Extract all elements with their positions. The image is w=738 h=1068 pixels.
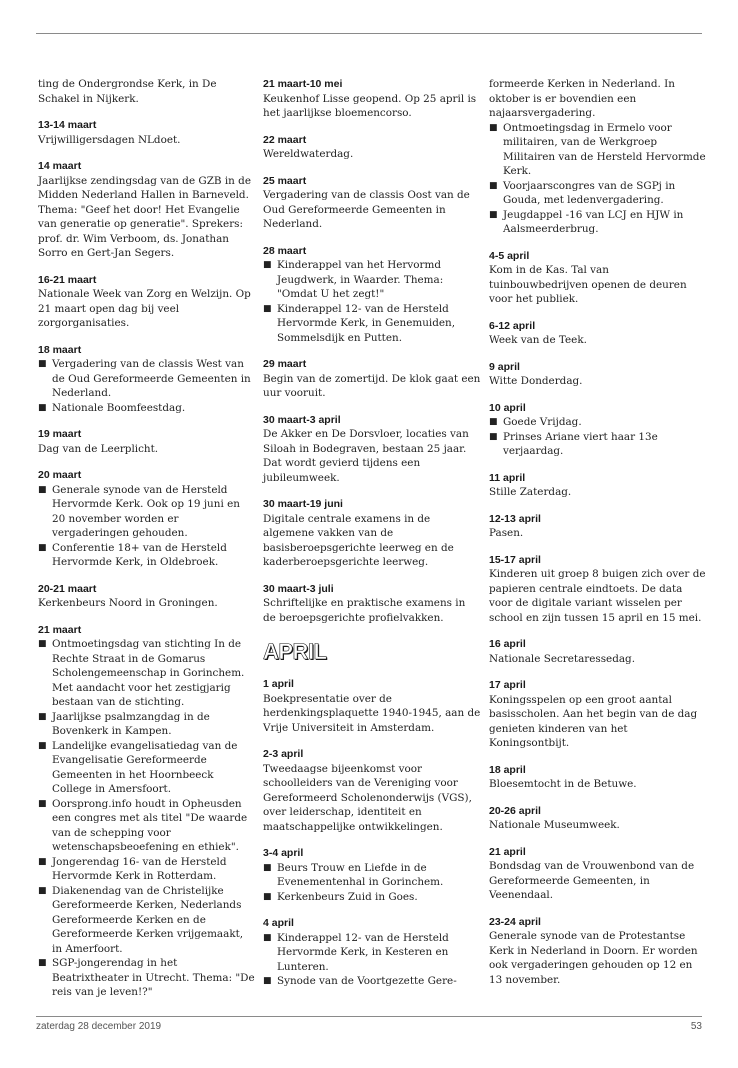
agenda-entry — [38, 582, 256, 611]
entry-date: 10 april — [489, 401, 526, 414]
agenda-entry — [489, 678, 707, 751]
entry-bullet: ■ Jongerendag 16- van de Hersteld Hervormde Kerk in Rotterdam. — [38, 855, 256, 884]
agenda-entry — [263, 413, 481, 486]
entry-text: Kom in de Kas. Tal van tuinbouwbedrijven openen de deuren voor het publiek. — [489, 264, 687, 305]
entry-text: Week van de Teek. — [489, 334, 587, 346]
entry-bullet: ■ Generale synode van de Hersteld Hervormde Kerk. Ook op 19 juni en 20 november worden er vergaderingen gehouden. — [38, 483, 256, 541]
entry-date: 14 maart — [38, 160, 82, 172]
entry-date: 6-12 april — [489, 319, 536, 332]
entry-bullet: ■ Prinses Ariane viert haar 13e verjaardag. — [489, 430, 707, 459]
page-number: 53 — [690, 1021, 702, 1032]
entry-date: 22 maart — [263, 133, 307, 146]
entry-date: 28 maart — [263, 244, 307, 257]
continued-text: ting de Ondergrondse Kerk, in De Schakel in Nijkerk. — [38, 78, 217, 105]
entry-text: Bondsdag van de Vrouwenbond van de Gereformeerde Gemeenten, in Veenendaal. — [489, 860, 695, 901]
footer-rule — [36, 1016, 702, 1017]
entry-text: Jaarlijkse zendingsdag van de GZB in de Midden Nederland Hallen in Barneveld. Thema: "Geef het door! Het Evangelie van generatie op generatie". Sprekers: prof. dr. Wim Verboom, ds. Jonathan Sorro en Gert-Jan Segers. — [38, 174, 251, 259]
entry-bullet: ■ Landelijke evangelisatiedag van de Evangelisatie Gereformeerde Gemeenten in het Hoornbeeck College in Amersfoort. — [38, 739, 256, 797]
entry-bullet: ■ Diakenendag van de Christelijke Gereformeerde Kerken, Nederlands Gereformeerde Kerken en de Gereformeerde Kerken vrijgemaakt, in Amerfoort. — [38, 884, 256, 957]
entry-text: Vergadering van de classis Oost van de Oud Gereformeerde Gemeenten in Nederland. — [263, 189, 470, 230]
agenda-entry — [38, 468, 256, 570]
agenda-entry — [489, 319, 707, 348]
agenda-entry — [489, 763, 707, 792]
entries-col2 — [263, 77, 481, 625]
entry-date: 30 maart-3 april — [263, 413, 341, 426]
column-3 — [489, 77, 707, 999]
entry-bullet: ■ SGP-jongerendag in het Beatrixtheater in Utrecht. Thema: "De reis van je leven!?" — [38, 956, 256, 1000]
entry-bullet: ■ Oorsprong.info houdt in Opheusden een congres met als titel "De waarde van de schepping voor wetenschapsbeoefening en ethiek". — [38, 797, 256, 855]
entry-bullet: ■ Kinderappel 12- van de Hersteld Hervormde Kerk, in Kesteren en Lunteren. — [263, 931, 481, 975]
agenda-entry — [489, 845, 707, 903]
entry-date: 1 april — [263, 678, 294, 690]
continued-bullet: ■ Voorjaarscongres van de SGPj in Gouda, met ledenvergadering. — [489, 179, 707, 208]
agenda-entry — [489, 512, 707, 541]
agenda-entry — [38, 118, 256, 147]
entry-text: Koningsspelen op een groot aantal basisscholen. Aan het begin van de dag genieten kinderen van het Koningsontbijt. — [489, 693, 698, 749]
agenda-entry — [38, 159, 256, 261]
entry-text: Pasen. — [489, 527, 524, 539]
entries-col3 — [489, 249, 707, 988]
agenda-entry — [263, 582, 481, 626]
entry-bullet: ■ Goede Vrijdag. — [489, 415, 707, 430]
continued-bullet: ■ Ontmoetingsdag in Ermelo voor militairen, van de Werkgroep Militairen van de Hersteld Hervormde Kerk. — [489, 121, 707, 179]
entry-date: 18 april — [489, 763, 526, 776]
agenda-entry — [489, 401, 707, 459]
entry-date: 16 april — [489, 638, 526, 650]
entry-text: Keukenhof Lisse geopend. Op 25 april is het jaarlijkse bloemencorso. — [263, 92, 477, 119]
entry-date: 30 maart-19 juni — [263, 498, 343, 510]
entry-bullet: ■ Ontmoetingsdag van stichting In de Rechte Straat in de Gomarus Scholengemeenschap in Gorinchem. Met aandacht voor het zestigjarig bestaan van de stichting. — [38, 637, 256, 710]
entry-text: De Akker en De Dorsvloer, locaties van Siloah in Bodegraven, bestaan 25 jaar. Dat wordt gevierd tijdens een jubileumweek. — [263, 428, 469, 484]
entry-text: Boekpresentatie over de herdenkingsplaquette 1940-1945, aan de Vrije Universiteit in Amsterdam. — [263, 692, 481, 734]
entry-bullet: ■ Synode van de Voortgezette Gere- — [263, 974, 481, 989]
agenda-entry — [489, 553, 707, 626]
entry-text: Nationale Museumweek. — [489, 819, 620, 831]
entry-text: Witte Donderdag. — [489, 375, 583, 387]
entry-date: 19 maart — [38, 428, 82, 440]
entry-text: Kerkenbeurs Noord in Groningen. — [38, 597, 218, 609]
entry-bullet: ■ Kinderappel van het Hervormd Jeugdwerk, in Waarder. Thema: "Omdat U het zegt!" — [263, 258, 481, 302]
entry-text: Digitale centrale examens in de algemene vakken van de basisberoepsgerichte leerweg en de kaderberoepsgerichte leerweg. — [263, 512, 454, 568]
entry-text: Nationale Secretaressedag. — [489, 652, 636, 665]
entry-bullet: ■ Kinderappel 12- van de Hersteld Hervormde Kerk, in Genemuiden, Sommelsdijk en Putten. — [263, 302, 481, 346]
entry-date: 20 maart — [38, 469, 82, 481]
footer-date: zaterdag 28 december 2019 — [36, 1021, 162, 1032]
continued-text: formeerde Kerken in Nederland. In oktober is er bovendien een najaarsvergadering. — [489, 78, 675, 119]
agenda-entry — [263, 916, 481, 989]
agenda-entry — [489, 637, 707, 666]
entry-date: 12-13 april — [489, 512, 541, 525]
entry-date: 17 april — [489, 679, 526, 691]
entry-date: 21 april — [489, 845, 526, 858]
entry-bullet: ■ Nationale Boomfeestdag. — [38, 401, 256, 416]
entry-text: Tweedaagse bijeenkomst voor schoolleiders van de Vereniging voor Gereformeerd Scholenonderwijs (VGS), over leiderschap, identiteit en maatschappelijke ontwikkelingen. — [263, 762, 472, 833]
agenda-entry — [263, 497, 481, 570]
entry-text: Generale synode van de Protestantse Kerk in Nederland in Doorn. Er worden ook vergaderingen gehouden op 12 en 13 november. — [489, 930, 698, 986]
entry-text: Schriftelijke en praktische examens in de beroepsgerichte profielvakken. — [263, 597, 466, 624]
entry-date: 3-4 april — [263, 847, 304, 859]
entry-text: Wereldwaterdag. — [263, 148, 354, 160]
agenda-entry — [263, 677, 481, 735]
agenda-entry — [263, 174, 481, 232]
agenda-entry — [489, 915, 707, 988]
entry-date: 29 maart — [263, 358, 307, 370]
entry-date: 9 april — [489, 360, 520, 373]
entry-text: Bloesemtocht in de Betuwe. — [489, 778, 637, 790]
entry-bullet: ■ Beurs Trouw en Liefde in de Evenementenhal in Gorinchem. — [263, 861, 481, 890]
header-rule — [36, 33, 702, 34]
continued-entry — [489, 77, 707, 237]
entry-bullet: ■ Jaarlijkse psalmzangdag in de Bovenkerk in Kampen. — [38, 710, 256, 739]
agenda-entry — [263, 747, 481, 834]
entry-date: 13-14 maart — [38, 119, 97, 131]
agenda-entry — [263, 77, 481, 121]
entry-text: Begin van de zomertijd. De klok gaat een uur vooruit. — [263, 372, 481, 399]
entry-date: 11 april — [489, 471, 526, 484]
entry-date: 20-26 april — [489, 804, 541, 817]
agenda-entry — [38, 343, 256, 416]
agenda-entry — [263, 244, 481, 346]
entry-date: 4-5 april — [489, 249, 530, 262]
entry-date: 18 maart — [38, 343, 82, 356]
agenda-entry — [489, 471, 707, 500]
entry-date: 15-17 april — [489, 553, 541, 566]
agenda-entry — [38, 623, 256, 1000]
entry-bullet: ■ Kerkenbeurs Zuid in Goes. — [263, 890, 481, 905]
entry-date: 25 maart — [263, 174, 307, 187]
entry-text: Vrijwilligersdagen NLdoet. — [38, 133, 181, 146]
entries-col2-april — [263, 677, 481, 989]
entries-col1 — [38, 118, 256, 1000]
agenda-entry — [489, 360, 707, 389]
entry-bullet: ■ Conferentie 18+ van de Hersteld Hervormde Kerk, in Oldebroek. — [38, 541, 256, 570]
entry-date: 23-24 april — [489, 915, 541, 928]
entry-date: 2-3 april — [263, 748, 304, 760]
agenda-entry — [263, 133, 481, 162]
agenda-entry — [489, 249, 707, 307]
entry-date: 21 maart — [38, 623, 82, 636]
entry-date: 16-21 maart — [38, 273, 97, 286]
agenda-entry — [263, 357, 481, 401]
entry-text: Kinderen uit groep 8 buigen zich over de papieren centrale eindtoets. De data voor de digitale variant wisselen per school en zijn tussen 15 april en 15 mei. — [489, 568, 706, 624]
entry-bullet: ■ Vergadering van de classis West van de Oud Gereformeerde Gemeenten in Nederland. — [38, 357, 256, 401]
column-1 — [38, 77, 256, 1012]
agenda-entry — [38, 273, 256, 331]
entry-text: Stille Zaterdag. — [489, 486, 572, 498]
entry-date: 20-21 maart — [38, 582, 97, 595]
entry-date: 30 maart-3 juli — [263, 582, 334, 595]
entry-date: 4 april — [263, 917, 294, 929]
column-2 — [263, 77, 481, 1001]
month-heading-april: APRIL — [263, 639, 327, 664]
continued-bullet: ■ Jeugdappel -16 van LCJ en HJW in Aalsmeerderbrug. — [489, 208, 707, 237]
entry-date: 21 maart-10 mei — [263, 78, 343, 90]
agenda-entry — [38, 427, 256, 456]
entry-text: Nationale Week van Zorg en Welzijn. Op 21 maart open dag bij veel zorgorganisaties. — [38, 288, 251, 329]
entry-text: Dag van de Leerplicht. — [38, 442, 159, 455]
agenda-entry — [263, 846, 481, 904]
agenda-entry — [489, 804, 707, 833]
